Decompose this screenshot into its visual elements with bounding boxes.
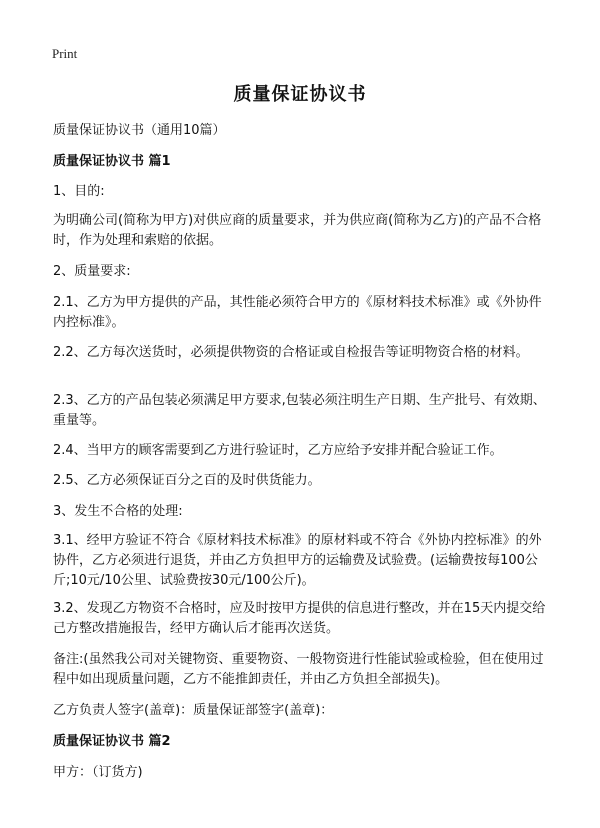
nonconformity-item-3-2: 3.2、发现乙方物资不合格时，应及时按甲方提供的信息进行整改，并在15天内提交给己方整改措施报告，经甲方确认后才能再次送货。	[53, 601, 546, 636]
signature-line: 乙方负责人签字(盖章)：质量保证部签字(盖章)：	[53, 703, 334, 718]
party-a-line: 甲方：（订货方)	[53, 765, 143, 780]
nonconformity-item-3-1: 3.1、经甲方验证不符合《原材料技术标准》的原材料或不符合《外协内控标准》的外协件，乙方必须进行退货，并由乙方负担甲方的运输费及试验费。(运输费按每100公斤;10元/10公里、试验费按30元/100公斤)。	[53, 533, 542, 588]
note-paragraph: 备注:(虽然我公司对关键物资、重要物资、一般物资进行性能试验或检验，但在使用过程中如出现质量问题，乙方不能推卸责任，并由乙方负担全部损失)。	[53, 652, 544, 687]
quality-item-2-3: 2.3、乙方的产品包装必须满足甲方要求,包装必须注明生产日期、生产批号、有效期、重量等。	[53, 393, 546, 428]
section-1-heading: 质量保证协议书 篇1	[53, 154, 171, 169]
quality-heading: 2、质量要求:	[53, 264, 131, 279]
print-link[interactable]: Print	[52, 46, 78, 61]
document-subtitle: 质量保证协议书（通用10篇）	[53, 123, 226, 138]
quality-item-2-2: 2.2、乙方每次送货时，必须提供物资的合格证或自检报告等证明物资合格的材料。	[53, 345, 529, 360]
purpose-paragraph: 为明确公司(简称为甲方)对供应商的质量要求，并为供应商(简称为乙方)的产品不合格时，作为处理和索赔的依据。	[53, 213, 542, 248]
quality-item-2-5: 2.5、乙方必须保证百分之百的及时供货能力。	[53, 473, 321, 488]
quality-item-2-1: 2.1、乙方为甲方提供的产品，其性能必须符合甲方的《原材料技术标准》或《外协件内控标准》。	[53, 295, 542, 330]
purpose-heading: 1、目的:	[53, 184, 105, 199]
section-2-heading: 质量保证协议书 篇2	[53, 734, 171, 749]
nonconformity-heading: 3、发生不合格的处理:	[53, 504, 183, 519]
quality-item-2-4: 2.4、当甲方的顾客需要到乙方进行验证时，乙方应给予安排并配合验证工作。	[53, 443, 503, 458]
document-title: 质量保证协议书	[233, 84, 367, 105]
